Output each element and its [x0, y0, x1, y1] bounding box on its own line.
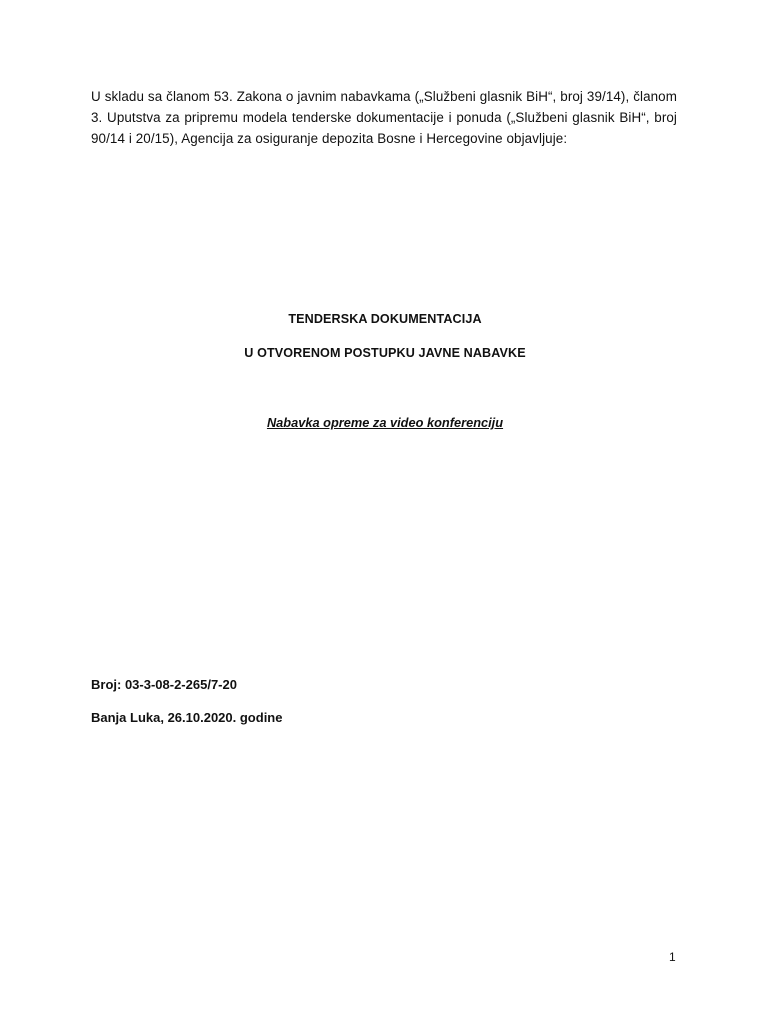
reference-number: Broj: 03-3-08-2-265/7-20 — [91, 677, 237, 692]
document-title: TENDERSKA DOKUMENTACIJA — [288, 312, 482, 326]
procurement-subject: Nabavka opreme za video konferenciju — [266, 415, 504, 430]
intro-paragraph: U skladu sa članom 53. Zakona o javnim nabavkama („Službeni glasnik BiH“, broj 39/14), članom 3. Uputstva za pripremu modela tenderske dokumentacije i ponuda („Službeni glasnik BiH“, broj 90/14 i 20/15), Agencija za osiguranje depozita Bosne i Hercegovine objavljuje: — [91, 89, 677, 146]
place-and-date: Banja Luka, 26.10.2020. godine — [91, 710, 283, 725]
document-subtitle: U OTVORENOM POSTUPKU JAVNE NABAVKE — [244, 346, 526, 360]
page-number: 1 — [669, 950, 676, 964]
